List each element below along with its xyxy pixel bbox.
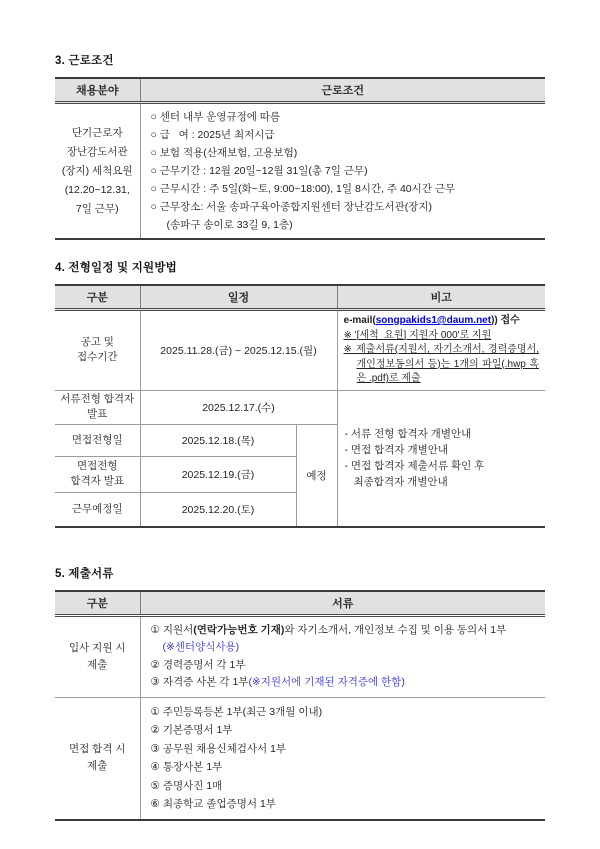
row-label-cell	[55, 310, 140, 391]
row-label-cell	[55, 697, 140, 820]
email-suffix: )) 접수	[491, 315, 520, 326]
row-label-line: 합격자 발표	[70, 475, 125, 488]
remarks-notice-cell	[337, 390, 545, 527]
section-5-title: 5. 제출서류	[55, 567, 114, 580]
row-label-line: 서류전형 합격자	[60, 393, 135, 406]
row-label-cell: 면접전형일	[55, 424, 140, 456]
section-3-title: 3. 근로조건	[55, 55, 114, 67]
item-text: 지원서	[162, 623, 194, 636]
row-label-line: 입사 지원 시	[68, 641, 126, 654]
item-number: ①	[150, 623, 163, 636]
email-prefix: e-mail(	[343, 315, 376, 326]
date-cell: 2025.12.18.(목)	[140, 424, 296, 456]
table-header-row	[55, 591, 545, 616]
email-link[interactable]: songpakids1@daum.net	[375, 315, 492, 326]
col-header-documents: 서류	[140, 591, 545, 616]
item-text: 와 자기소개서, 개인정보 수집 및 이용 동의서 1부	[284, 623, 507, 636]
document-item-note: (※센터양식사용)	[162, 641, 240, 654]
job-line: 단기근로자	[71, 126, 123, 139]
document-item: ③ 공무원 채용신체검사서 1부	[150, 742, 287, 755]
item-bold-text: (연락가능번호 기재)	[193, 623, 285, 636]
job-line: 장난감도서관	[66, 145, 128, 158]
document-item: ② 기본증명서 1부	[150, 724, 233, 737]
email-line	[344, 314, 540, 329]
row-label-cell	[55, 615, 140, 697]
apply-note-2: ※ 제출서류(지원서, 자기소개서, 경력증명서, 개인정보동의서 등)는 1개의 파일(.hwp 혹은 .pdf)로 제출	[343, 344, 540, 385]
col-header-schedule: 일정	[140, 285, 337, 310]
notice-line: - 면접 합격자 제출서류 확인 후	[344, 460, 485, 473]
row-label-line: 면접 합격 시	[68, 743, 126, 756]
notice-line: - 서류 전형 합격자 개별안내	[344, 428, 472, 441]
notice-line: - 면접 합격자 개별안내	[344, 444, 449, 457]
condition-item: ○ 급 여 : 2025년 최저시급	[150, 129, 275, 141]
remarks-apply-cell	[337, 310, 545, 391]
job-line: 7일 근무)	[75, 202, 119, 215]
table-header-row	[55, 78, 545, 103]
col-header-recruit-field: 채용분야	[55, 78, 140, 103]
document-item	[151, 622, 540, 640]
condition-item: ○ 근무시간 : 주 5일(화~토, 9:00~18:00), 1일 8시간, 주 40시간 근무	[150, 183, 456, 195]
job-line: (12.20~12.31,	[64, 183, 130, 196]
documents-cell	[140, 615, 545, 697]
condition-item: ○ 보험 적용(산재보험, 고용보험)	[150, 147, 298, 159]
table-row-interview-submit	[55, 697, 545, 820]
condition-item: ○ 근무기간 : 12월 20일~12월 31일(총 7일 근무)	[150, 165, 368, 177]
document-item: ⑥ 최종학교 졸업증명서 1부	[150, 798, 276, 811]
date-cell: 2025.12.17.(수)	[140, 390, 337, 424]
date-cell: 2025.11.28.(금) ~ 2025.12.15.(월)	[140, 310, 337, 391]
row-label-line: 면접전형	[76, 460, 118, 473]
row-label-line: 제출	[87, 760, 108, 773]
condition-item: ○ 센터 내부 운영규정에 따름	[150, 111, 281, 123]
table-header-row	[55, 285, 545, 310]
working-conditions-table	[55, 77, 545, 240]
col-header-working-conditions: 근로조건	[140, 78, 545, 103]
row-label-line: 발표	[87, 408, 108, 421]
table-row-document-result	[55, 390, 545, 424]
col-header-remarks: 비고	[337, 285, 545, 310]
table-row-announcement	[55, 310, 545, 391]
job-line: (장지) 세척요원	[61, 164, 133, 177]
item-note-text: (※지원서에 기재된 자격증에 한함)	[248, 676, 405, 689]
document-item: ⑤ 증명사진 1매	[150, 779, 223, 792]
document-item	[151, 674, 540, 692]
col-header-category: 구분	[55, 591, 140, 616]
row-label-cell	[55, 390, 140, 424]
date-cell: 2025.12.20.(토)	[140, 492, 296, 527]
notice-line-continuation: 최종합격자 개별안내	[353, 476, 448, 489]
schedule-table	[55, 284, 545, 528]
table-row	[55, 103, 545, 240]
col-header-category: 구분	[55, 285, 140, 310]
item-text: ③ 자격증 사본 각 1부	[150, 676, 249, 689]
table-row-apply-submit	[55, 615, 545, 697]
row-label-cell: 근무예정일	[55, 492, 140, 527]
section-4-title: 4. 전형일정 및 지원방법	[55, 262, 177, 274]
submission-documents-table	[55, 590, 545, 821]
documents-cell	[140, 697, 545, 820]
status-cell: 예정	[296, 424, 337, 527]
document-item: ④ 통장사본 1부	[150, 761, 223, 774]
row-label-line: 공고 및	[80, 336, 114, 349]
condition-item: ○ 근무장소: 서울 송파구육아종합지원센터 장난감도서관(장지)	[150, 201, 432, 213]
conditions-cell	[140, 103, 545, 240]
row-label-cell	[55, 456, 140, 492]
document-item: ② 경력증명서 각 1부	[150, 658, 246, 671]
row-label-line: 접수기간	[76, 351, 118, 364]
row-label-line: 제출	[87, 658, 108, 671]
document-item: ① 주민등록등본 1부(최근 3개월 이내)	[150, 705, 323, 718]
date-cell: 2025.12.19.(금)	[140, 456, 296, 492]
job-title-cell	[55, 103, 140, 240]
apply-note-1: ※ '[세척 요원] 지원자 000'로 지원	[343, 329, 492, 341]
condition-item-continuation: (송파구 송이로 33길 9, 1층)	[166, 219, 293, 231]
